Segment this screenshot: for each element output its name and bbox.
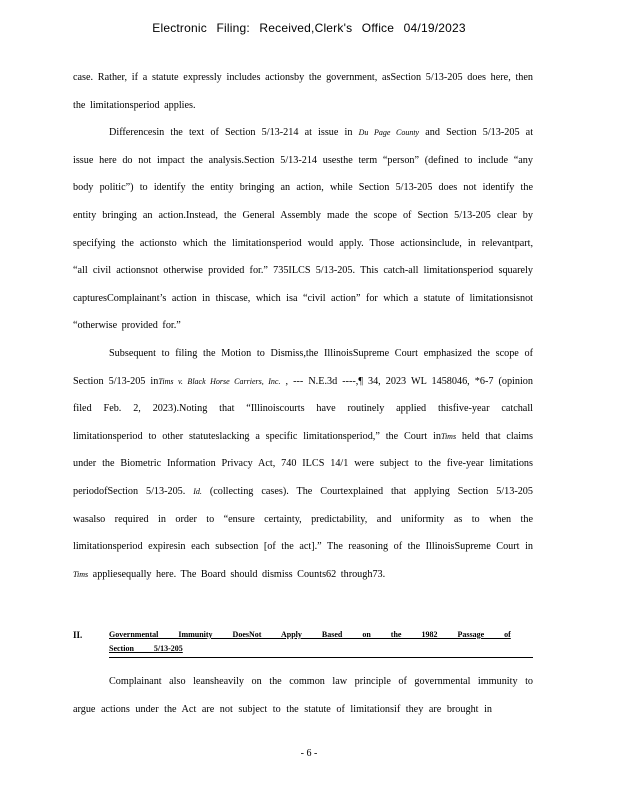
paragraph-1: case. Rather, if a statute expressly includes actionsby the government, asSection 5/13-205 does here, then the limitationsperiod applies.	[73, 72, 533, 111]
paragraph-4: Complainant also leansheavily on the common law principle of governmental immunity to argue actions under the Act are not subject to the statute of limitationsif they are brought in	[73, 676, 533, 715]
case-citation: Tims	[73, 569, 89, 579]
paragraph-2: Differencesin the text of Section 5/13-214 at issue in Du Page County and Section 5/13-205 at issue here do not impact the analysis.Section 5/13-214 usesthe term “person” (defined to include “any body politic”) to identify the entity bringing an action, while Section 5/13-205 does not identify the entity bringing an action.Instead, the General Assembly made the scope of Section 5/13-205 clear by specifying the actionsto which the limitationsperiod would apply. Those actionsinclude, in relevantpart, “all civil actionsnot otherwise provided for.” 735ILCS 5/13-205. This catch-all limitationsperiod squarely capturesComplainant’s action in thiscase, which isa “civil action” for which a statute of limitationsisnot “otherwise provided for.”	[73, 127, 534, 332]
case-citation: Id.	[193, 486, 202, 496]
section-heading	[73, 628, 533, 658]
section-title: Governmental Immunity DoesNot Apply Based on the 1982 Passage of Section 5/13-205	[109, 628, 533, 658]
filing-stamp-header: Electronic Filing: Received,Clerk's Office 04/19/2023	[152, 21, 466, 35]
paragraph-3: Subsequent to filing the Motion to Dismiss,the IllinoisSupreme Court emphasized the scope of Section 5/13-205 inTims v. Black Horse Carriers, Inc. , --- N.E.3d ----,¶ 34, 2023 WL 1458046, *6-7 (opinion filed Feb. 2, 2023).Noting that “Illinoiscourts have routinely applied thisfive-year catchall limitationsperiod to other statuteslacking a specific limitationsperiod,” the Court inTims held that claims under the Biometric Information Privacy Act, 740 ILCS 14/1 were subject to the five-year limitations periodofSection 5/13-205. Id. (collecting cases). The Courtexplained that applying Section 5/13-205 wasalso required in order to “ensure certainty, predictability, and uniformity as to when the limitationsperiod expiresin each subsection [of the act].” The reasoning of the IllinoisSupreme Court in Tims appliesequally here. The Board should dismiss Counts62 through73.	[73, 347, 533, 580]
case-citation: Tims v. Black Horse Carriers, Inc.	[158, 376, 281, 386]
section-number: II.	[73, 630, 83, 640]
case-citation: Du Page County	[358, 128, 420, 138]
document-body-continued	[73, 668, 533, 723]
case-citation: Tims	[440, 431, 457, 441]
document-body	[73, 64, 533, 588]
page-number: - 6 -	[300, 748, 318, 759]
